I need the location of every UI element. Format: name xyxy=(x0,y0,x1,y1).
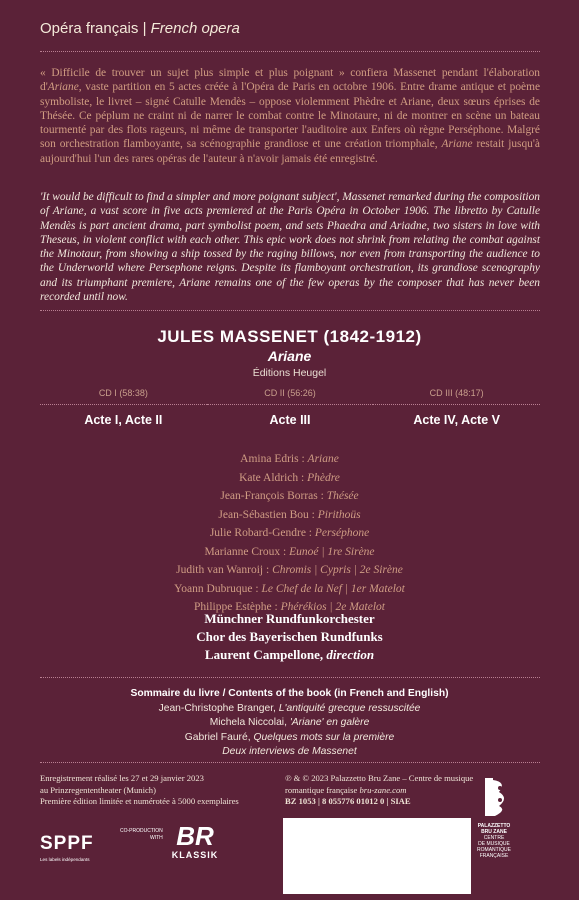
contents-item xyxy=(0,702,579,717)
cast-item xyxy=(0,506,579,525)
contents-item xyxy=(0,745,579,760)
recording-date: Enregistrement réalisé les 27 et 29 janvier 2023 xyxy=(40,773,204,783)
cd-2 xyxy=(207,388,374,427)
essay-title: 'Ariane' en galère xyxy=(289,717,370,728)
singer-name: Jean-Sébastien Bou : xyxy=(218,508,318,521)
barcode xyxy=(283,818,471,894)
separator: | xyxy=(317,796,320,806)
cd-acts: Acte I, Acte II xyxy=(84,413,163,427)
cast-item xyxy=(0,487,579,506)
sppf-wordmark: SPPF xyxy=(40,833,94,854)
singer-name: Yoann Dubruque : xyxy=(174,582,262,595)
catalog-number: BZ 1053 xyxy=(285,796,316,806)
singer-name: Kate Aldrich : xyxy=(239,471,308,484)
siae-label: SIAE xyxy=(390,796,411,806)
divider xyxy=(40,762,540,763)
cast-item xyxy=(0,450,579,469)
cd-label: CD III (48:17) xyxy=(373,388,540,405)
cast-list xyxy=(0,450,579,617)
logo-text: BRU ZANE xyxy=(481,829,507,835)
cd-label: CD II (56:26) xyxy=(207,388,374,405)
singer-name: Amina Edris : xyxy=(240,453,308,465)
role-name: Le Chef de la Nef | 1er Matelot xyxy=(261,582,405,595)
coproduction-text: CO-PRODUCTION xyxy=(120,828,163,834)
divider xyxy=(40,677,540,678)
essay-title: L'antiquité grecque ressuscitée xyxy=(278,702,421,714)
contents-title: Sommaire du livre / Contents of the book (in French and English) xyxy=(130,688,449,699)
collection-separator: | xyxy=(142,20,147,37)
contents-item xyxy=(0,731,579,746)
cd-label: CD I (58:38) xyxy=(40,388,207,405)
essay-author: Michela Niccolai, xyxy=(209,717,290,728)
cast-item xyxy=(0,524,579,543)
ean-number: 8 055776 01012 0 xyxy=(322,796,385,806)
essay-author: Jean-Christophe Branger, xyxy=(158,702,279,714)
singer-name: Judith van Wanroij : xyxy=(176,564,273,576)
cd-3 xyxy=(373,388,540,427)
opera-title: Ariane xyxy=(267,348,312,364)
singer-name: Jean-François Borras : xyxy=(220,490,327,502)
book-contents xyxy=(0,687,579,760)
copyright-line: ℗ & © 2023 Palazzetto Bru Zane – Centre de musique xyxy=(285,773,474,783)
collection-label-fr: Opéra français xyxy=(40,20,139,37)
essay-author: Gabriel Fauré, xyxy=(184,731,254,743)
intro-fr-text: restait jusqu'à aujourd'hui l'un des rares opéras de l'auteur à n'avoir jamais été enregistré. xyxy=(40,138,540,165)
role-name: Pirithoüs xyxy=(317,508,361,521)
sppf-tagline: Les labels indépendants xyxy=(40,857,90,862)
cd-1 xyxy=(40,388,207,427)
essay-title: Deux interviews de Massenet xyxy=(222,746,357,757)
sppf-logo xyxy=(40,833,110,862)
palazzetto-bru-zane-logo xyxy=(472,776,516,859)
singer-name: Marianne Croux : xyxy=(204,545,290,558)
cd-acts: Acte IV, Acte V xyxy=(413,413,500,427)
logo-text: ROMANTIQUE xyxy=(477,847,511,853)
role-name: Ariane xyxy=(307,453,339,465)
conductor-name: Laurent Campellone, xyxy=(204,647,327,662)
copyright-text: romantique française xyxy=(285,784,360,795)
intro-english: 'It would be difficult to find a simpler and more poignant subject', Massenet remarked during the composition of Ariane, a vast score in five acts premiered at the Paris Opéra in October 1906. The libretto by Catulle Mendès is part ancient drama, part symbolist poem, and sets Phaedra and Ariadne, two sisters in love with Theseus, in violent conflict with each other. This epic work does not shrink from relating the combat against the Minotaur, from showing a ship tossed by the raging billows, nor even from transporting the audience to the Underworld where Persephone reigns. Despite its flamboyant orchestration, its grandiose scenography and its triumphant premiere, Ariane remains one of the few operas by the composer that has never been recorded until now. xyxy=(40,191,540,304)
logo-text: CENTRE xyxy=(483,835,505,841)
orchestra-name: Münchner Rundfunkorchester xyxy=(204,611,375,626)
edition-note: Première édition limitée et numérotée à 5000 exemplaires xyxy=(40,796,239,806)
role-name: Chromis | Cypris | 2e Sirène xyxy=(272,564,403,576)
logo-text: DE MUSIQUE xyxy=(478,841,510,847)
role-name: Thésée xyxy=(326,490,359,502)
divider xyxy=(40,310,540,311)
bru-zane-emblem-icon xyxy=(477,776,511,818)
divider xyxy=(40,51,540,52)
choir-name: Chor des Bayerischen Rundfunks xyxy=(196,629,383,644)
intro-fr-text: , vaste partition en 5 actes créée à l'Opéra de Paris en octobre 1906. Entre drame antique et poème symboliste, le livret – signé Catulle Mendès – oppose violemment Phèdre et Ariane, deux sœurs éprises de Thésée. Ce péplum ne craint ni de narrer le combat contre le Minotaure, ni de montrer en scène un bateau tourmenté par des flots rageurs, ni même de transporter l'auditoire aux Enfers où règne Perséphone. Malgré son orchestration flamboyante, sa scénographie grandiose et une création triomphale, xyxy=(40,81,540,151)
logo-text: PALAZZETTO xyxy=(477,823,511,829)
collection-label-en: French opera xyxy=(150,20,240,37)
composer-name: JULES MASSENET (1842-1912) xyxy=(157,327,422,346)
intro-fr-title: Ariane xyxy=(47,81,79,94)
br-mark: BR xyxy=(176,821,214,851)
intro-fr-text: « Difficile de trouver un sujet plus simple et plus poignant » confiera Massenet pendant l'élaboration d' xyxy=(40,67,540,94)
role-name: Phèdre xyxy=(307,471,340,484)
intro-french xyxy=(40,66,540,166)
collection-header xyxy=(40,20,240,37)
coproduction-label xyxy=(120,828,163,842)
singer-name: Philippe Estèphe : xyxy=(194,601,281,613)
conductor xyxy=(0,646,579,664)
role-name: Phérékios | 2e Matelot xyxy=(280,601,385,613)
coproduction-text: WITH xyxy=(150,835,163,841)
separator: | xyxy=(386,796,389,806)
website-link: bru-zane.com xyxy=(359,784,407,795)
conductor-role: direction xyxy=(326,647,375,662)
role-name: Perséphone xyxy=(314,527,370,539)
br-klassik-logo xyxy=(167,822,223,860)
br-klassik-wordmark: KLASSIK xyxy=(171,850,219,860)
recording-venue: au Prinzregententheater (Munich) xyxy=(40,784,156,795)
intro-fr-title: Ariane xyxy=(441,138,473,151)
singer-name: Julie Robard-Gendre : xyxy=(209,527,315,539)
cast-item xyxy=(0,580,579,599)
cast-item xyxy=(0,561,579,580)
cast-item xyxy=(0,543,579,562)
role-name: Eunoé | 1re Sirène xyxy=(289,545,375,558)
contents-item xyxy=(0,716,579,731)
recording-credits xyxy=(40,773,275,808)
cd-acts: Acte III xyxy=(269,413,311,427)
essay-title: Quelques mots sur la première xyxy=(253,731,395,743)
publisher: Éditions Heugel xyxy=(252,367,327,379)
logo-text: FRANÇAISE xyxy=(479,853,509,859)
cd-list xyxy=(40,388,540,427)
performers xyxy=(0,610,579,664)
cast-item xyxy=(0,469,579,488)
